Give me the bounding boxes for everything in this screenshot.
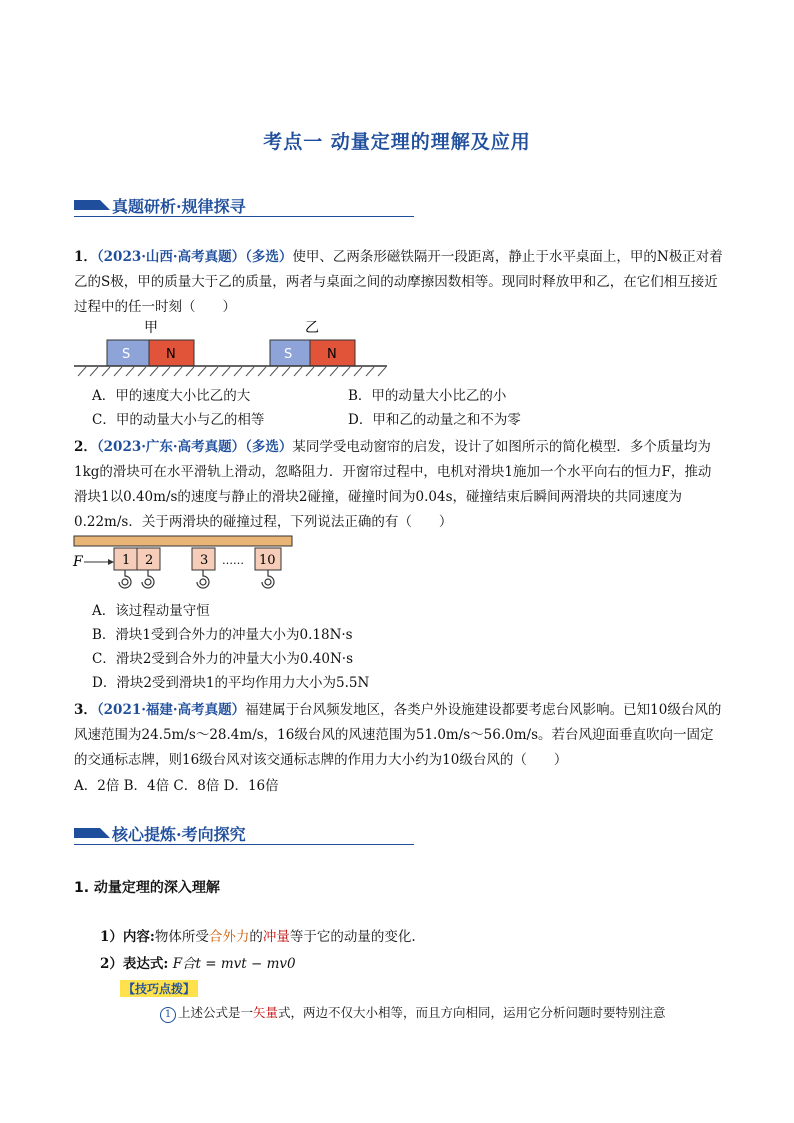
svg-text:3: 3 (200, 553, 209, 568)
q1-option-c: C．甲的动量大小与乙的相等 (92, 412, 265, 428)
q2-option-a: A．该过程动量守恒 (92, 603, 210, 619)
magnets-figure (72, 318, 392, 380)
momentum-formula: F合t = mvt − mv0 (172, 956, 296, 972)
svg-text:10: 10 (259, 553, 276, 568)
question-3-text: 福建属于台风频发地区，各类户外设施建设都要考虑台风影响。已知10级台风的风速范围为24.5m/s～28.4m/s，16级台风的风速范围为51.0m/s～56.0m/s。若台风迎面垂直吹向一固定的交通标志牌，则16级台风对该交通标志牌的作用力大小约为10级台风的（ ） (74, 702, 722, 768)
q3-options: A．2倍 B．4倍 C．8倍 D．16倍 (74, 778, 279, 794)
section-header-1 (74, 194, 414, 218)
question-2 (74, 435, 724, 535)
force-label: F (73, 554, 83, 570)
question-1 (74, 245, 724, 320)
q1-option-d: D．甲和乙的动量之和不为零 (348, 412, 521, 428)
svg-text:S: S (122, 347, 131, 362)
question-2-text: 某同学受电动窗帘的启发，设计了如图所示的简化模型．多个质量均为1kg的滑块可在水平滑轨上滑动，忽略阻力．开窗帘过程中，电机对滑块1施加一个水平向右的恒力F，推动滑块1以0.40m/s的速度与静止的滑块2碰撞，碰撞时间为0.04s，碰撞结束后瞬间两滑块的共同速度为0.22m/s．关于两滑块的碰撞过程，下列说法正确的有（ ） (74, 439, 712, 530)
magnet-yi-label: 乙 (305, 320, 319, 336)
q1-option-b: B．甲的动量大小比乙的小 (348, 388, 507, 404)
question-1-number: 1． (74, 249, 97, 265)
svg-text:S: S (284, 347, 293, 362)
tip-note: 1 上述公式是一矢量式，两边不仅大小相等，而且方向相同，运用它分析问题时要特别注意 (160, 1003, 666, 1023)
svg-text:N: N (327, 347, 337, 362)
section-title-2: 核心提炼·考向探究 (112, 825, 246, 844)
question-1-source: （2023·山西·高考真题）（多选） (96, 249, 293, 265)
q1-option-a: A．甲的速度大小比乙的大 (92, 388, 251, 404)
question-3 (74, 698, 724, 773)
tip-label: 【技巧点拨】 (120, 980, 198, 997)
question-2-number: 2． (74, 439, 97, 455)
q2-option-d: D．滑块2受到滑块1的平均作用力大小为5.5N (92, 675, 370, 691)
section-header-2 (74, 822, 414, 846)
subsection-title: 1. 动量定理的深入理解 (74, 880, 220, 896)
question-3-number: 3． (74, 702, 97, 718)
slider-dots: …… (222, 554, 244, 567)
svg-text:1: 1 (122, 553, 131, 568)
question-2-source: （2023·广东·高考真题）（多选） (96, 439, 293, 455)
sliders-figure (72, 534, 297, 594)
section-title-1: 真题研析·规律探寻 (112, 197, 246, 216)
tip-number: 1 (160, 1007, 176, 1023)
expression-item: 2）表达式: F合t = mvt − mv0 (100, 956, 296, 972)
magnet-jia-label: 甲 (144, 320, 158, 336)
q2-option-b: B．滑块1受到合外力的冲量大小为0.18N·s (92, 627, 353, 643)
question-1-text: 使甲、乙两条形磁铁隔开一段距离，静止于水平桌面上，甲的N极正对着乙的S极，甲的质量大于乙的质量，两者与桌面之间的动摩擦因数相等。现同时释放甲和乙，在它们相互接近过程中的任一时刻（ ） (74, 249, 723, 315)
page-title: 考点一 动量定理的理解及应用 (263, 131, 531, 153)
content-item: 1）内容:物体所受合外力的冲量等于它的动量的变化. (100, 929, 416, 945)
table-hatching (78, 367, 386, 376)
question-3-source: （2021·福建·高考真题） (96, 702, 246, 718)
svg-text:N: N (166, 347, 176, 362)
q2-option-c: C．滑块2受到合外力的冲量大小为0.40N·s (92, 651, 354, 667)
slider-hooks (119, 570, 274, 588)
svg-text:2: 2 (145, 553, 154, 568)
rail (74, 536, 292, 546)
